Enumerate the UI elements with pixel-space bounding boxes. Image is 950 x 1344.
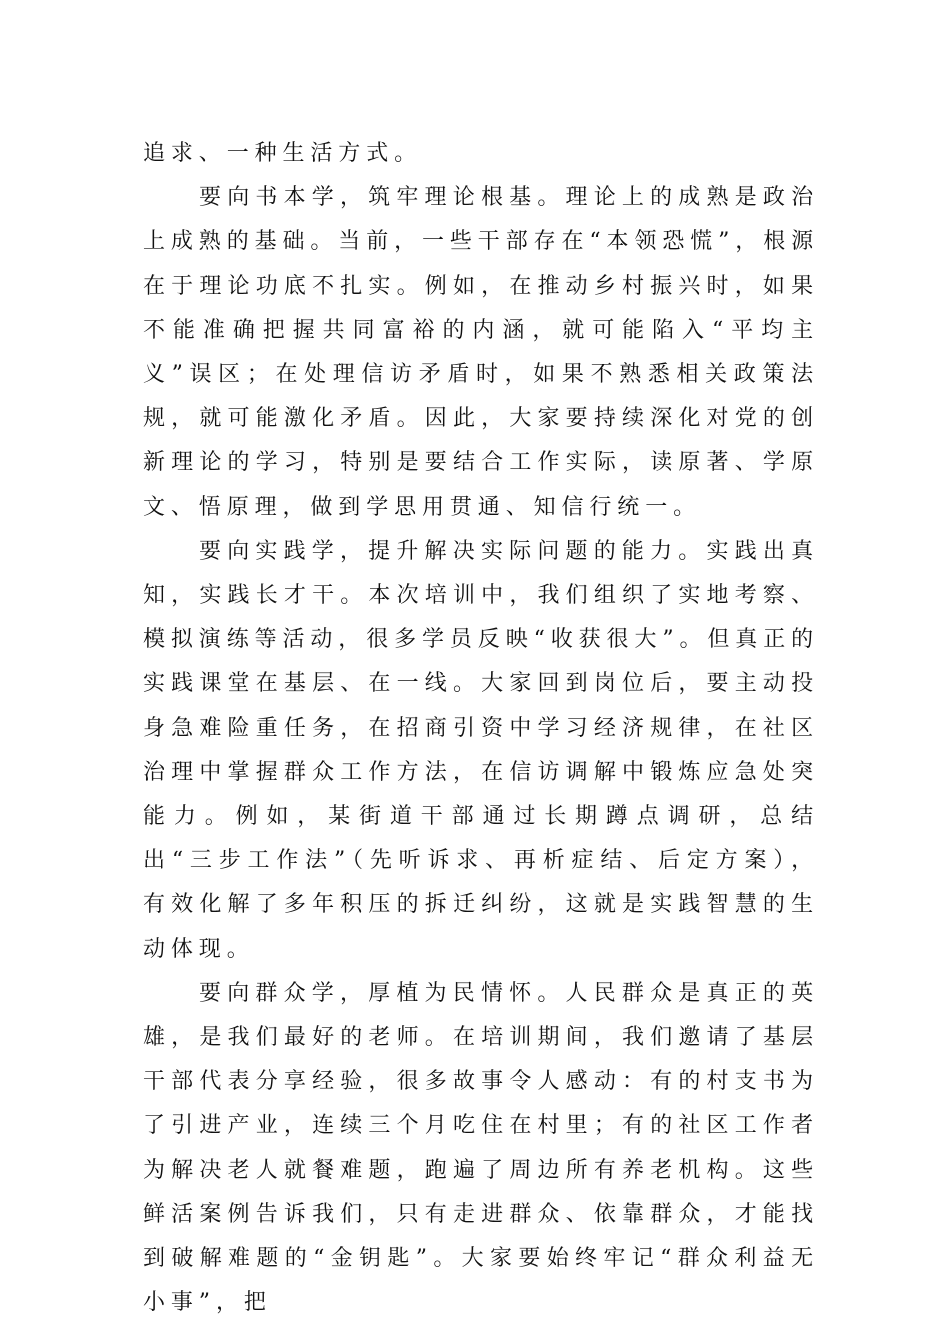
paragraph-learn-from-books: 要向书本学，筑牢理论根基。理论上的成熟是政治上成熟的基础。当前，一些干部存在“本领恐慌”，根源在于理论功底不扎实。例如，在推动乡村振兴时，如果不能准确把握共同富裕的内涵，就可能陷入“平均主义”误区；在处理信访矛盾时，如果不熟悉相关政策法规，就可能激化矛盾。因此，大家要持续深化对党的创新理论的学习，特别是要结合工作实际，读原著、学原文、悟原理，做到学思用贯通、知信行统一。 (143, 185, 819, 520)
paragraph-learn-from-masses: 要向群众学，厚植为民情怀。人民群众是真正的英雄，是我们最好的老师。在培训期间，我们邀请了基层干部代表分享经验，很多故事令人感动：有的村支书为了引进产业，连续三个月吃住在村里；有的社区工作者为解决老人就餐难题，跑遍了周边所有养老机构。这些鲜活案例告诉我们，只有走进群众、依靠群众，才能找到破解难题的“金钥匙”。大家要始终牢记“群众利益无小事”，把 (143, 980, 819, 1316)
paragraph-learn-from-practice: 要向实践学，提升解决实际问题的能力。实践出真知，实践长才干。本次培训中，我们组织了实地考察、模拟演练等活动，很多学员反映“收获很大”。但真正的实践课堂在基层、在一线。大家回到岗位后，要主动投身急难险重任务，在招商引资中学习经济规律，在社区治理中掌握群众工作方法，在信访调解中锻炼应急处突能力。例如，某街道干部通过长期蹲点调研，总结出“三步工作法”（先听诉求、再析症结、后定方案），有效化解了多年积压的拆迁纠纷，这就是实践智慧的生动体现。 (143, 538, 819, 962)
document-page (143, 132, 819, 1325)
paragraph-continuation: 追求、一种生活方式。 (143, 141, 423, 166)
